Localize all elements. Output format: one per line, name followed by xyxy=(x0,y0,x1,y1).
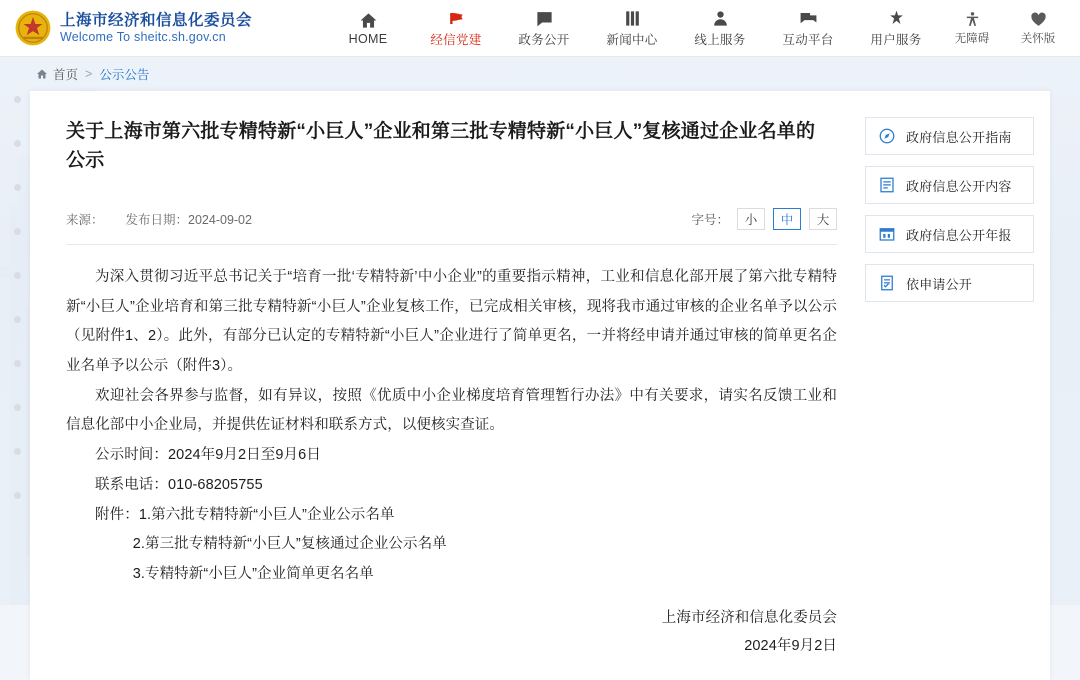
attachment-label: 附件： xyxy=(95,506,139,523)
nav-item-party-building[interactable] xyxy=(412,8,500,48)
nav-item-online-service[interactable] xyxy=(676,8,764,48)
care-version-button[interactable] xyxy=(1010,11,1066,46)
accessibility-label: 无障碍 xyxy=(954,32,990,45)
main-navigation xyxy=(300,8,944,48)
side-link-annual-report[interactable] xyxy=(865,215,1034,253)
header-utility-links xyxy=(944,11,1080,46)
decorative-dot-rail xyxy=(14,96,26,536)
side-link-label-2: 政府信息公开内容 xyxy=(906,178,1012,194)
breadcrumb-current[interactable]: 公示公告 xyxy=(99,68,150,82)
nav-item-government-affairs[interactable] xyxy=(500,8,588,48)
document-icon xyxy=(877,175,897,195)
government-emblem-icon xyxy=(14,9,52,47)
home-icon xyxy=(324,10,412,30)
news-icon xyxy=(588,8,676,28)
user-service-icon xyxy=(852,8,940,28)
nav-item-news-center[interactable] xyxy=(588,8,676,48)
article-attachment-line-1 xyxy=(66,501,837,531)
publish-date-label: 发布日期：2024-09-02 xyxy=(125,212,252,227)
site-header xyxy=(0,0,1080,57)
article-signature-block xyxy=(66,604,837,661)
article-meta-left xyxy=(66,210,252,228)
signature-date: 2024年9月2日 xyxy=(744,638,837,655)
attachment-item-3[interactable]: 3.专精特新“小巨人”企业简单更名名单 xyxy=(132,566,374,583)
nav-label-interaction-platform: 互动平台 xyxy=(782,33,834,47)
side-link-label-1: 政府信息公开指南 xyxy=(906,129,1012,145)
font-size-small-button[interactable]: 小 xyxy=(737,208,765,230)
accessibility-icon xyxy=(964,11,981,29)
article-paragraph-1: 为深入贯彻习近平总书记关于“培育一批‘专精特新’中小企业”的重要指示精神，工业和信息化部开展了第六批专精特新“小巨人”企业培育和第三批专精特新“小巨人”企业复核工作，已完成相关审核，现将我市通过审核的企业名单予以公示（见附件1、2）。此外，有部分已认定的专精特新“小巨人”企业进行了简单更名，一并将经申请并通过审核的简单更名企业名单予以公示（附件3）。 xyxy=(66,268,837,375)
care-version-label: 关怀版 xyxy=(1020,32,1056,45)
speech-bubble-icon xyxy=(500,8,588,28)
side-link-label-3: 政府信息公开年报 xyxy=(906,227,1012,243)
article-notice-period: 公示时间：2024年9月2日至9月6日 xyxy=(95,447,321,464)
article-contact-phone: 联系电话：010-68205755 xyxy=(95,476,263,493)
side-link-disclosure-guide[interactable] xyxy=(865,117,1034,155)
form-icon xyxy=(877,273,897,293)
site-brand[interactable] xyxy=(0,9,300,47)
calendar-report-icon xyxy=(877,224,897,244)
attachment-item-1[interactable]: 1.第六批专精特新“小巨人”企业公示名单 xyxy=(138,506,395,523)
signature-organization: 上海市经济和信息化委员会 xyxy=(661,609,837,626)
side-link-disclosure-on-request[interactable] xyxy=(865,264,1034,302)
care-version-icon xyxy=(1030,11,1047,29)
article-body xyxy=(66,245,837,660)
attachment-item-2[interactable]: 2.第三批专精特新“小巨人”复核通过企业公示名单 xyxy=(132,536,447,553)
font-size-label: 字号： xyxy=(691,212,729,227)
article-paragraph-2: 欢迎社会各界参与监督，如有异议，按照《优质中小企业梯度培育管理暂行办法》中有关要求，请实名反馈工业和信息化部中小企业局，并提供佐证材料和联系方式，以便核实查证。 xyxy=(66,387,837,434)
article-attachment-line-3 xyxy=(66,560,837,590)
side-link-disclosure-content[interactable] xyxy=(865,166,1034,204)
home-icon xyxy=(36,68,48,80)
person-service-icon xyxy=(676,8,764,28)
source-label: 来源： xyxy=(66,212,104,227)
nav-item-user-service[interactable] xyxy=(852,8,940,48)
font-size-control xyxy=(691,208,837,230)
brand-title-cn: 上海市经济和信息化委员会 xyxy=(60,11,253,29)
nav-label-news-center: 新闻中心 xyxy=(606,33,658,47)
nav-label-government-affairs: 政务公开 xyxy=(518,33,570,47)
breadcrumb xyxy=(0,57,1080,91)
nav-label-party-building: 经信党建 xyxy=(430,33,482,47)
nav-item-interaction-platform[interactable] xyxy=(764,8,852,48)
breadcrumb-home[interactable]: 首页 xyxy=(53,68,79,82)
page-title: 关于上海市第六批专精特新“小巨人”企业和第三批专精特新“小巨人”复核通过企业名单的公示 xyxy=(66,121,816,172)
font-size-medium-button[interactable]: 中 xyxy=(773,208,801,230)
article-card xyxy=(30,91,1050,680)
nav-label-user-service: 用户服务 xyxy=(870,33,922,47)
compass-icon xyxy=(877,126,897,146)
nav-item-home[interactable] xyxy=(324,10,412,46)
breadcrumb-separator: > xyxy=(85,67,93,81)
party-emblem-icon xyxy=(412,8,500,28)
article-meta-row xyxy=(66,190,837,245)
brand-title-en: Welcome To sheitc.sh.gov.cn xyxy=(60,29,226,44)
side-link-label-4: 依申请公开 xyxy=(906,276,973,292)
side-links-column xyxy=(865,91,1050,680)
font-size-large-button[interactable]: 大 xyxy=(809,208,837,230)
nav-label-home: HOME xyxy=(348,32,388,46)
nav-label-online-service: 线上服务 xyxy=(694,33,746,47)
article-attachment-line-2 xyxy=(66,530,837,560)
accessibility-button[interactable] xyxy=(944,11,1000,46)
article-main-column xyxy=(30,91,865,680)
interaction-icon xyxy=(764,8,852,28)
